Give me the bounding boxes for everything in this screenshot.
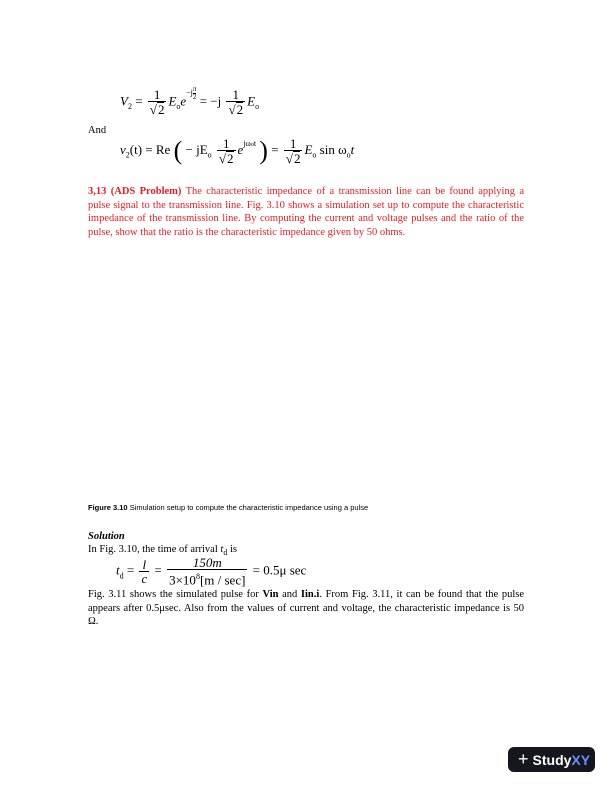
eq2-fraction-1: $\frac{1}{√2}$ (218, 135, 234, 166)
solution-heading: Solution (88, 531, 125, 542)
equation-arrival-time: $t_d$ = $\frac{l}{c}$ = $\frac{150m}{3\times 10^8[m / \sec]}$ = 0.5μ sec (116, 555, 307, 588)
eq1-fraction-2: $\frac{1}{√2}$ (228, 87, 244, 117)
eq2-fraction-2: $\frac{1}{√2}$ (285, 135, 301, 166)
eq1-fraction-1: $\frac{1}{√2}$ (149, 87, 165, 117)
equation-v2-time: $v_2(t) = Re$ ( − $jE_o$ $\frac{1}{√2}$ $e^{j\omega ot}$ ) = $\frac{1}{√2}$ $E_o$ $\sin \omega_ot$ (120, 135, 355, 166)
eq1-lhs: V (120, 93, 128, 109)
problem-statement (88, 185, 524, 239)
solution-intro: In Fig. 3.10, the time of arrival $t_d$ is (88, 544, 237, 558)
brand-xy: XY (571, 751, 591, 768)
eq3-fraction-l-c: $\frac{l}{c}$ (141, 556, 148, 586)
problem-label: 3,13 (ADS Problem) (88, 186, 182, 197)
and-label: And (88, 125, 107, 136)
equation-v2-phasor: $V_2$ = $\frac{1}{√2}$ $E_oe^{-j \frac{\pi}{2}}$ = −j $\frac{1}{√2}$ $E_o$ (120, 85, 260, 117)
brand-study: Study (532, 751, 572, 768)
studyxy-badge[interactable] (508, 747, 595, 772)
plus-icon: + (518, 749, 529, 769)
solution-conclusion: Fig. 3.11 shows the simulated pulse for Vin and Iin.i. From Fig. 3.11, it can be found that the pulse appears after 0.5μsec. Also from the values of current and voltage, the characteristic impedance is 50 Ω. (88, 589, 524, 627)
eq3-fraction-values: $\frac{150m}{3\times 10^8[m / \sec]}$ (169, 555, 246, 588)
problem-text: The characteristic impedance of a transmission line can be found applying a pulse signal to the transmission line. Fig. 3.10 shows a simulation set up to compute the characteristic impedance of the transmission line. By computing the current and voltage pulses and the ratio of the pulse, show that the ratio is the characteristic impedance given by 50 ohms. (88, 186, 524, 238)
figure-caption: Figure 3.10 Simulation setup to compute the characteristic impedance using a pulse (88, 503, 369, 512)
